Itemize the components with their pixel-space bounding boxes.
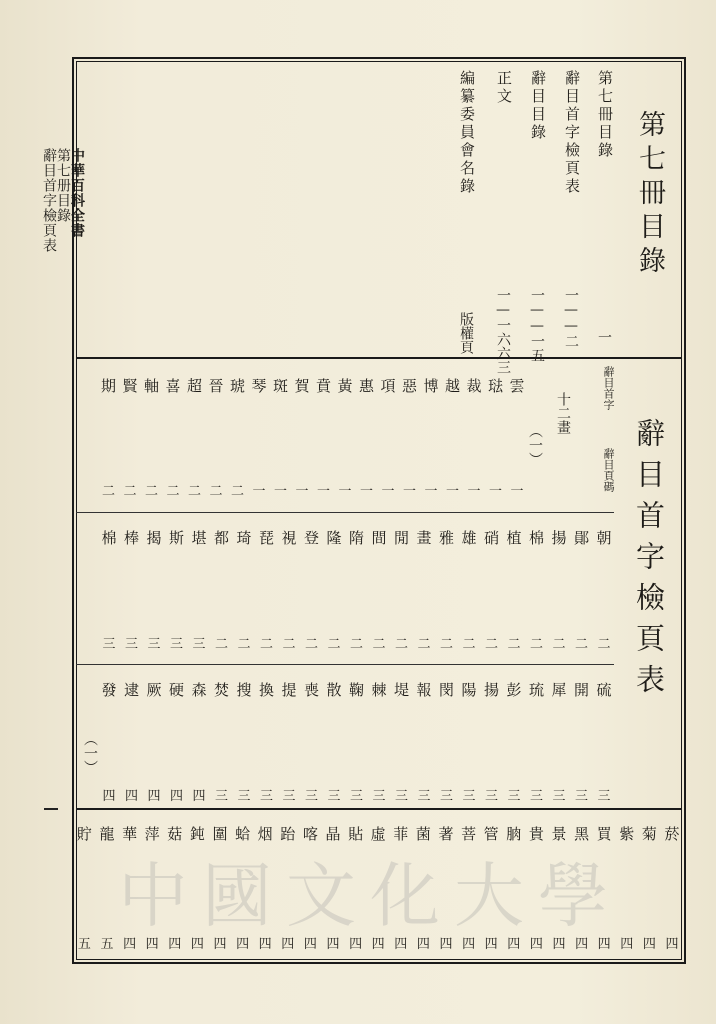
index-entry-char[interactable]: 著 xyxy=(438,825,454,843)
index-entry-page: 三 xyxy=(282,789,296,804)
stroke-count-label: 十二畫 xyxy=(555,392,571,434)
index-entry-page: 一 xyxy=(273,484,287,499)
row-divider xyxy=(76,664,614,665)
index-entry-char[interactable]: 報 xyxy=(416,681,432,699)
index-entry-page: 四 xyxy=(507,937,521,952)
index-entry-char[interactable]: 提 xyxy=(281,681,297,699)
index-entry-page: 一 xyxy=(295,484,309,499)
index-entry-page: 二 xyxy=(304,637,318,652)
index-entry-char[interactable]: 萍 xyxy=(144,825,160,843)
index-entry-char[interactable]: 賀 xyxy=(294,377,310,395)
index-entry-char[interactable]: 期 xyxy=(100,377,116,395)
index-entry-page: 一 xyxy=(488,484,502,499)
index-entry-page: 四 xyxy=(462,937,476,952)
index-entry-page: 三 xyxy=(327,789,341,804)
index-entry-char[interactable]: 菌 xyxy=(415,825,431,843)
index-entry-page: 四 xyxy=(236,937,250,952)
index-entry-char[interactable]: 裁 xyxy=(466,377,482,395)
section-divider xyxy=(76,357,682,359)
index-entry-page: 四 xyxy=(145,937,159,952)
index-entry-char[interactable]: 菸 xyxy=(664,825,680,843)
index-entry-page: 四 xyxy=(642,937,656,952)
index-entry-char[interactable]: 雅 xyxy=(438,529,454,547)
index-entry-char[interactable]: 景 xyxy=(551,825,567,843)
watermark: 中國文化大學 xyxy=(118,855,622,937)
index-entry-char[interactable]: 視 xyxy=(281,529,297,547)
index-entry-page: 二 xyxy=(372,637,386,652)
index-entry-char[interactable]: 菊 xyxy=(641,825,657,843)
index-entry-char[interactable]: 管 xyxy=(483,825,499,843)
index-entry-char[interactable]: 棒 xyxy=(123,529,139,547)
index-entry-char[interactable]: 圍 xyxy=(212,825,228,843)
column-header-char-top: 辭目首字 xyxy=(602,366,615,410)
index-entry-char[interactable]: 琺 xyxy=(487,377,503,395)
index-entry-char[interactable]: 鈍 xyxy=(189,825,205,843)
index-entry-page: 二 xyxy=(507,637,521,652)
index-entry-page: 一 xyxy=(252,484,266,499)
index-entry-page: 三 xyxy=(484,789,498,804)
index-entry-char[interactable]: 登 xyxy=(303,529,319,547)
index-entry-char[interactable]: 菲 xyxy=(393,825,409,843)
index-entry-page: 四 xyxy=(620,937,634,952)
index-entry-char[interactable]: 斑 xyxy=(272,377,288,395)
index-entry-page: 三 xyxy=(574,789,588,804)
index-entry-char[interactable]: 超 xyxy=(186,377,202,395)
index-entry-char[interactable]: 紫 xyxy=(619,825,635,843)
index-entry-char[interactable]: 喀 xyxy=(302,825,318,843)
index-entry-page: 四 xyxy=(349,937,363,952)
index-entry-page: 二 xyxy=(101,484,115,499)
index-entry-page: 二 xyxy=(394,637,408,652)
index-entry-page: 二 xyxy=(417,637,431,652)
index-entry-page: 二 xyxy=(282,637,296,652)
index-entry-char[interactable]: 都 xyxy=(213,529,229,547)
index-entry-page: 二 xyxy=(327,637,341,652)
toc-item-title[interactable]: 辭目目錄 xyxy=(529,70,547,142)
index-entry-page: 五 xyxy=(100,937,114,952)
index-entry-page: 三 xyxy=(102,637,116,652)
index-entry-char[interactable]: 喪 xyxy=(303,681,319,699)
index-entry-char[interactable]: 烟 xyxy=(257,825,273,843)
toc-item-page: 一 xyxy=(596,330,612,344)
index-entry-char[interactable]: 蛤 xyxy=(235,825,251,843)
index-entry-page: 四 xyxy=(281,937,295,952)
index-entry-char[interactable]: 朝 xyxy=(596,529,612,547)
index-entry-char[interactable]: 棉 xyxy=(528,529,544,547)
index-entry-char[interactable]: 琵 xyxy=(258,529,274,547)
index-entry-page: 二 xyxy=(166,484,180,499)
index-entry-page: 二 xyxy=(214,637,228,652)
index-entry-char[interactable]: 項 xyxy=(380,377,396,395)
index-entry-page: 四 xyxy=(665,937,679,952)
index-entry-page: 一 xyxy=(359,484,373,499)
running-section-toc: 第七册目錄 xyxy=(55,148,71,223)
index-entry-page: 三 xyxy=(462,789,476,804)
index-entry-char[interactable]: 畫 xyxy=(416,529,432,547)
index-entry-char[interactable]: 植 xyxy=(506,529,522,547)
index-entry-page: 一 xyxy=(445,484,459,499)
index-entry-page: 三 xyxy=(417,789,431,804)
index-entry-page: 一 xyxy=(338,484,352,499)
index-entry-page: 一 xyxy=(424,484,438,499)
book-title: 中華百科全書 xyxy=(69,148,85,238)
index-entry-char[interactable]: 森 xyxy=(191,681,207,699)
index-entry-page: 五 xyxy=(77,937,91,952)
index-entry-char[interactable]: 惡 xyxy=(401,377,417,395)
index-entry-page: 三 xyxy=(439,789,453,804)
index-entry-page: 二 xyxy=(439,637,453,652)
index-entry-page: 二 xyxy=(597,637,611,652)
index-entry-char[interactable]: 琉 xyxy=(528,681,544,699)
index-entry-page: 三 xyxy=(147,637,161,652)
toc-item-title[interactable]: 編纂委員會名錄 xyxy=(458,70,476,196)
index-entry-char[interactable]: 閔 xyxy=(438,681,454,699)
index-entry-char[interactable]: 賢 xyxy=(122,377,138,395)
index-entry-char[interactable]: 貼 xyxy=(348,825,364,843)
index-entry-char[interactable]: 貴 xyxy=(528,825,544,843)
index-entry-char[interactable]: 棉 xyxy=(101,529,117,547)
index-entry-page: 二 xyxy=(259,637,273,652)
index-entry-page: 二 xyxy=(187,484,201,499)
index-entry-page: 三 xyxy=(507,789,521,804)
toc-item-title[interactable]: 第七冊目錄 xyxy=(596,70,614,160)
index-entry-char[interactable]: 換 xyxy=(258,681,274,699)
index-entry-char[interactable]: 虛 xyxy=(370,825,386,843)
index-entry-char[interactable]: 鞠 xyxy=(348,681,364,699)
index-entry-page: 三 xyxy=(372,789,386,804)
index-entry-page: 四 xyxy=(102,789,116,804)
index-entry-page: 二 xyxy=(230,484,244,499)
index-entry-page: 三 xyxy=(552,789,566,804)
index-entry-char[interactable]: 搜 xyxy=(236,681,252,699)
index-entry-char[interactable]: 發 xyxy=(101,681,117,699)
column-header-page: 辭目頁碼 xyxy=(602,448,615,492)
index-entry-char[interactable]: 跆 xyxy=(280,825,296,843)
index-entry-page: 一 xyxy=(467,484,481,499)
index-entry-char[interactable]: 黑 xyxy=(574,825,590,843)
index-entry-char[interactable]: 硝 xyxy=(483,529,499,547)
folio-number xyxy=(44,808,58,810)
index-entry-char[interactable]: 琦 xyxy=(236,529,252,547)
index-entry-page: 二 xyxy=(123,484,137,499)
index-entry-char[interactable]: 閒 xyxy=(393,529,409,547)
index-entry-page: 四 xyxy=(529,937,543,952)
toc-item-title[interactable]: 辭目首字檢頁表 xyxy=(563,70,581,196)
index-entry-char[interactable]: 開 xyxy=(573,681,589,699)
toc-heading: 第七冊目錄 xyxy=(634,110,665,280)
index-entry-char[interactable]: 逮 xyxy=(123,681,139,699)
index-entry-char[interactable]: 硬 xyxy=(168,681,184,699)
index-entry-page: 二 xyxy=(237,637,251,652)
paren-label: （一） xyxy=(527,424,543,466)
index-entry-page: 四 xyxy=(552,937,566,952)
index-entry-char[interactable]: 雲 xyxy=(509,377,525,395)
index-entry-page: 四 xyxy=(213,937,227,952)
index-entry-page: 四 xyxy=(371,937,385,952)
index-entry-char[interactable]: 揚 xyxy=(551,529,567,547)
index-entry-page: 一 xyxy=(402,484,416,499)
index-entry-char[interactable]: 彭 xyxy=(506,681,522,699)
index-entry-page: 四 xyxy=(123,937,137,952)
paren-label: （一） xyxy=(82,732,98,774)
index-entry-page: 四 xyxy=(575,937,589,952)
index-entry-page: 二 xyxy=(484,637,498,652)
index-entry-char[interactable]: 隆 xyxy=(326,529,342,547)
index-entry-char[interactable]: 琴 xyxy=(251,377,267,395)
index-entry-char[interactable]: 琥 xyxy=(229,377,245,395)
index-entry-char[interactable]: 晉 xyxy=(208,377,224,395)
index-entry-char[interactable]: 揚 xyxy=(483,681,499,699)
index-entry-page: 一 xyxy=(316,484,330,499)
index-entry-char[interactable]: 隋 xyxy=(348,529,364,547)
toc-item-title[interactable]: 正文 xyxy=(495,70,513,106)
index-entry-char[interactable]: 棘 xyxy=(371,681,387,699)
index-entry-char[interactable]: 黃 xyxy=(337,377,353,395)
toc-item-page: 一——一五 xyxy=(529,288,545,362)
index-entry-page: 四 xyxy=(439,937,453,952)
index-entry-page: 四 xyxy=(147,789,161,804)
index-entry-page: 二 xyxy=(462,637,476,652)
index-entry-char[interactable]: 散 xyxy=(326,681,342,699)
toc-item-page: 一—一六六三 xyxy=(495,288,511,374)
index-entry-page: 二 xyxy=(574,637,588,652)
toc-item-page: 一——二 xyxy=(563,288,579,348)
index-entry-page: 三 xyxy=(597,789,611,804)
index-entry-char[interactable]: 揭 xyxy=(146,529,162,547)
index-entry-char[interactable]: 間 xyxy=(371,529,387,547)
index-entry-page: 三 xyxy=(349,789,363,804)
index-entry-page: 四 xyxy=(394,937,408,952)
index-entry-char[interactable]: 軸 xyxy=(143,377,159,395)
index-entry-char[interactable]: 厥 xyxy=(146,681,162,699)
index-entry-char[interactable]: 菇 xyxy=(167,825,183,843)
index-entry-page: 三 xyxy=(214,789,228,804)
index-entry-page: 一 xyxy=(381,484,395,499)
index-entry-page: 二 xyxy=(144,484,158,499)
index-entry-page: 四 xyxy=(124,789,138,804)
index-entry-page: 二 xyxy=(349,637,363,652)
index-entry-char[interactable]: 越 xyxy=(444,377,460,395)
index-entry-char[interactable]: 晶 xyxy=(325,825,341,843)
index-entry-char[interactable]: 龍 xyxy=(99,825,115,843)
index-entry-char[interactable]: 堤 xyxy=(393,681,409,699)
index-entry-page: 二 xyxy=(529,637,543,652)
index-entry-page: 四 xyxy=(416,937,430,952)
index-entry-page: 三 xyxy=(529,789,543,804)
row-divider xyxy=(76,808,682,810)
index-entry-page: 三 xyxy=(169,637,183,652)
index-entry-char[interactable]: 斯 xyxy=(168,529,184,547)
index-entry-page: 三 xyxy=(304,789,318,804)
index-entry-char[interactable]: 博 xyxy=(423,377,439,395)
index-entry-char[interactable]: 買 xyxy=(596,825,612,843)
index-entry-page: 四 xyxy=(326,937,340,952)
index-entry-char[interactable]: 惠 xyxy=(358,377,374,395)
index-entry-char[interactable]: 陽 xyxy=(461,681,477,699)
index-entry-page: 四 xyxy=(258,937,272,952)
index-entry-char[interactable]: 賁 xyxy=(315,377,331,395)
index-entry-page: 三 xyxy=(192,637,206,652)
index-entry-page: 二 xyxy=(209,484,223,499)
index-entry-char[interactable]: 硫 xyxy=(596,681,612,699)
index-entry-page: 二 xyxy=(552,637,566,652)
index-entry-page: 四 xyxy=(192,789,206,804)
index-entry-char[interactable]: 焚 xyxy=(213,681,229,699)
index-entry-char[interactable]: 菩 xyxy=(461,825,477,843)
index-entry-char[interactable]: 華 xyxy=(122,825,138,843)
index-entry-page: 四 xyxy=(597,937,611,952)
index-heading: 辭目首字檢頁表 xyxy=(632,418,666,705)
index-entry-page: 四 xyxy=(190,937,204,952)
index-entry-page: 一 xyxy=(510,484,524,499)
index-entry-char[interactable]: 貯 xyxy=(76,825,92,843)
running-section-index: 辭目首字檢頁表 xyxy=(41,148,57,253)
index-entry-page: 三 xyxy=(394,789,408,804)
index-entry-char[interactable]: 朒 xyxy=(506,825,522,843)
toc-item-page: 版權頁 xyxy=(458,312,474,354)
index-entry-char[interactable]: 喜 xyxy=(165,377,181,395)
index-entry-page: 四 xyxy=(303,937,317,952)
index-entry-char[interactable]: 犀 xyxy=(551,681,567,699)
row-divider xyxy=(76,512,614,513)
index-entry-char[interactable]: 鄖 xyxy=(573,529,589,547)
index-entry-page: 四 xyxy=(168,937,182,952)
index-entry-page: 四 xyxy=(484,937,498,952)
index-entry-char[interactable]: 雄 xyxy=(461,529,477,547)
index-entry-page: 三 xyxy=(124,637,138,652)
index-entry-page: 三 xyxy=(259,789,273,804)
index-entry-page: 四 xyxy=(169,789,183,804)
index-entry-page: 三 xyxy=(237,789,251,804)
index-entry-char[interactable]: 堪 xyxy=(191,529,207,547)
